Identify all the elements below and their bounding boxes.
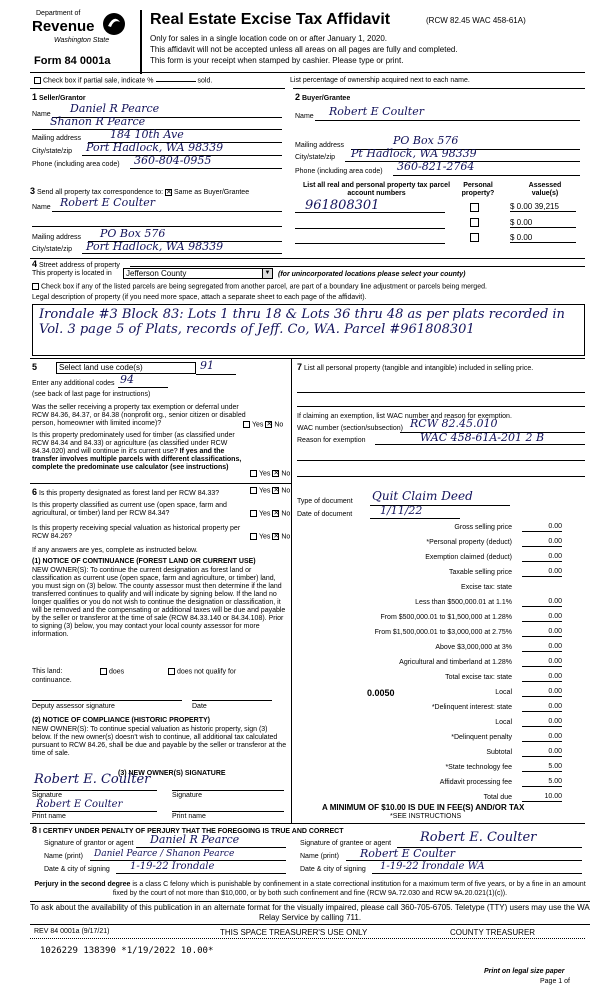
land-use-code[interactable]: 91: [200, 359, 214, 372]
calc-row: Affidavit processing fee 5.00: [439, 778, 562, 786]
same-as-buyer-checkbox[interactable]: [165, 189, 172, 196]
calc-value[interactable]: 0.00: [522, 688, 562, 697]
reason-value[interactable]: WAC 458-61A-201 2 B: [420, 431, 545, 444]
personal-property-label: 7 List all personal property (tangible and intangible) included in selling price.: [297, 362, 534, 372]
calc-row: From $1,500,000.01 to $3,000,000 at 2.75% 0.00: [374, 628, 562, 636]
dor-logo: [32, 10, 130, 58]
calc-row: Agricultural and timberland at 1.28% 0.00: [399, 658, 562, 666]
calc-row: Above $3,000,000 at 3% 0.00: [435, 643, 562, 651]
calc-value[interactable]: 0.00: [522, 643, 562, 652]
buyer-phone-label: Phone (including area code): [295, 168, 383, 175]
calc-value[interactable]: 0.00: [522, 748, 562, 757]
tax-corr-label: Send all property tax correspondence to:: [36, 189, 164, 196]
grantor-signature[interactable]: Daniel R Pearce: [150, 833, 240, 846]
calc-row: Less than $500,000.01 at 1.1% 0.00: [415, 598, 562, 606]
tax-corr-city-label: City/state/zip: [32, 246, 73, 253]
land-use-label: Select land use code(s): [59, 363, 143, 372]
timber-yes-no[interactable]: [250, 470, 290, 478]
buyer-heading: Buyer/Grantee: [301, 95, 351, 102]
parcel-number-1[interactable]: 961808301: [305, 198, 380, 213]
tax-corr-address[interactable]: PO Box 576: [100, 227, 166, 240]
seller-section: 1 Seller/Grantor Name Daniel R Pearce Shanon R Pearce Mailing address 184 10th Ave City/state/zip Port Hadlock, WA 98339 Phone (including area code) 360-804-0955: [30, 88, 285, 184]
assessed-value-2[interactable]: $ 0.00: [510, 218, 576, 228]
this-land-label: This land:: [32, 668, 63, 675]
continuance-label: continuance.: [32, 677, 72, 684]
county-treasurer-label: COUNTY TREASURER: [450, 928, 536, 937]
form-title: Real Estate Excise Tax Affidavit: [150, 11, 391, 28]
county-note: (for unincorporated locations please select your county): [278, 271, 466, 278]
notice-compliance-text: NEW OWNER(S): To continue special valuation as historic property, sign (3) below. If the new owner(s) doesn't wish to continue, all additional tax calculated pursuant to RCW 84.26, shall be due and payable by the seller or transferor at the time of sale.: [32, 726, 287, 758]
legal-description-text: Irondale #3 Block 83: Lots 1 thru 18 & Lots 36 thru 48 as per plats recorded in Vol. 3 page 5 of Plats, records of Jeff. Co, WA. Parcel #961808301: [39, 307, 565, 337]
calc-value[interactable]: 10.00: [522, 793, 562, 802]
personal-property-checkbox-1[interactable]: [470, 203, 479, 212]
seller-address[interactable]: 184 10th Ave: [110, 128, 184, 141]
seller-name-label: Name: [32, 111, 51, 118]
additional-codes-label: Enter any additional codes: [32, 380, 115, 387]
header-rule: [30, 72, 585, 73]
grantee-name-label: Name (print): [300, 853, 339, 860]
partial-sale-checkbox[interactable]: [34, 77, 212, 85]
no-label: No: [281, 470, 291, 478]
grantee-sig-label: Signature of grantee or agent: [300, 840, 392, 847]
form-number: Form 84 0001a: [34, 55, 111, 67]
signature-label-2: Signature: [172, 792, 202, 799]
exemption-question: Was the seller receiving a property tax exemption or deferral under RCW 84.36, 84.37, or 84.38 (nonprofit org., senior citizen or disabled person, homeowner with limited income)?: [32, 404, 246, 428]
certify-heading: 8 I CERTIFY UNDER PENALTY OF PERJURY THAT THE FOREGOING IS TRUE AND CORRECT: [32, 825, 344, 835]
seller-address-label: Mailing address: [32, 135, 82, 142]
header-line-2: This affidavit will not be accepted unless all areas on all pages are fully and completed.: [150, 45, 458, 54]
doc-date-value[interactable]: 1/11/22: [380, 504, 423, 517]
timber-question: Is this property predominately used for timber (as classified under RCW 84.34 and 84.33) or agriculture (as classified under RCW 84.34.020) and will continue in it's current use? If yes and the transfer involves multiple parcels with different classifications, complete the predominate use calculator (see instructions): [32, 432, 242, 472]
buyer-section: 2 Buyer/Grantee Name Robert E Coulter Mailing address PO Box 576 City/state/zip Pt Hadlock, WA 98339 Phone (including area code) 360-821-2764: [293, 88, 585, 184]
calc-value[interactable]: 0.00: [522, 598, 562, 607]
tax-corr-city[interactable]: Port Hadlock, WA 98339: [86, 240, 224, 253]
calc-row: Total excise tax: state 0.00: [445, 673, 562, 681]
no-label: No: [274, 421, 284, 429]
personal-property-checkbox-2[interactable]: [470, 218, 479, 227]
calc-value[interactable]: 0.00: [522, 733, 562, 742]
wac-number-label: WAC number (section/subsection): [297, 425, 403, 432]
minimum-due-notice: A MINIMUM OF $10.00 IS DUE IN FEE(S) AND/OR TAX: [322, 803, 525, 812]
does-checkbox[interactable]: does: [100, 668, 124, 676]
revenue-label: Revenue: [32, 18, 95, 35]
if-yes-instruction: If any answers are yes, complete as instructed below.: [32, 547, 198, 554]
partial-sale-label: Check box if partial sale, indicate %: [43, 77, 154, 85]
segregated-checkbox[interactable]: [32, 283, 487, 291]
street-address-label: 4 Street address of property: [32, 259, 120, 269]
seller-city-label: City/state/zip: [32, 148, 73, 155]
seller-name-2[interactable]: Shanon R Pearce: [50, 115, 146, 128]
yes-label: Yes: [259, 470, 271, 478]
ownership-note: List percentage of ownership acquired next to each name.: [290, 77, 470, 84]
county-select[interactable]: [123, 268, 273, 279]
accessibility-notice: To ask about the availability of this publication in an alternate format for the visually impaired, please call 360-705-6705. Teletype (TTY) users may use the WA Relay Service by calling 711.: [30, 901, 590, 925]
grantor-name-label: Name (print): [44, 853, 83, 860]
seller-phone-label: Phone (including area code): [32, 161, 120, 168]
exemption-instruction: If claiming an exemption, list WAC number and reason for exemption.: [297, 413, 512, 420]
calc-row: *Delinquent penalty 0.00: [451, 733, 562, 741]
print-name-label-2: Print name: [172, 813, 206, 820]
segregated-label: Check box if any of the listed parcels are being segregated from another parcel, are part of a boundary line adjustment or parcels being merged.: [41, 283, 487, 291]
calc-row: Exemption claimed (deduct) 0.00: [425, 553, 562, 561]
deputy-date-label: Date: [192, 703, 207, 710]
buyer-name-label: Name: [295, 113, 314, 120]
tax-corr-address-label: Mailing address: [32, 234, 82, 241]
calc-value[interactable]: 5.00: [522, 763, 562, 772]
signature-label-1: Signature: [32, 792, 62, 799]
calc-value[interactable]: 0.00: [522, 658, 562, 667]
grantor-name[interactable]: Daniel Pearce / Shanon Pearce: [94, 849, 235, 859]
parcel-table: [293, 180, 585, 250]
street-label: Street address of property: [38, 262, 120, 269]
new-owner-signature[interactable]: Robert E. Coulter: [34, 772, 151, 787]
see-back-label: (see back of last page for instructions): [32, 391, 151, 398]
calc-row: Excise tax: state: [461, 584, 512, 591]
seller-city[interactable]: Port Hadlock, WA 98339: [86, 141, 224, 154]
assessed-col-header: Assessed value(s): [528, 182, 562, 198]
header-line-3: This form is your receipt when stamped by cashier. Please type or print.: [150, 56, 404, 65]
grantor-sig-label: Signature of grantor or agent: [44, 840, 134, 847]
buyer-address-label: Mailing address: [295, 142, 345, 149]
treasurer-use-label: THIS SPACE TREASURER'S USE ONLY: [220, 928, 368, 937]
calc-value[interactable]: 0.00: [522, 538, 562, 547]
notice-continuance-heading: (1) NOTICE OF CONTINUANCE (FOREST LAND OR CURRENT USE): [32, 558, 256, 565]
buyer-name[interactable]: Robert E Coulter: [329, 105, 424, 118]
legal-description-label: Legal description of property (if you need more space, attach a separate sheet to each page of the affidavit).: [32, 294, 367, 301]
see-instructions: *SEE INSTRUCTIONS: [390, 813, 462, 820]
street-address-field[interactable]: [130, 266, 585, 267]
grantor-date-label: Date & city of signing: [44, 866, 110, 873]
calc-value[interactable]: 5.00: [522, 778, 562, 787]
calc-row: Taxable selling price 0.00: [448, 568, 562, 576]
parcel-row[interactable]: [295, 200, 583, 214]
calc-row: From $500,000.01 to $1,500,000 at 1.28% 0.00: [380, 613, 562, 621]
revision-label: REV 84 0001a (9/17/21): [34, 928, 110, 935]
dept-label: Department of: [36, 10, 81, 17]
legal-size-note: Print on legal size paper: [484, 968, 565, 975]
cashier-stamp: 1026229 138390 *1/19/2022 10.00*: [40, 946, 214, 956]
historic-yes-no[interactable]: Yes ✕ No: [250, 533, 290, 541]
forest-yes-no[interactable]: Yes ✕ No: [250, 487, 290, 495]
buyer-address[interactable]: PO Box 576: [393, 134, 459, 147]
calc-row: Total due 10.00: [483, 793, 562, 801]
seller-phone[interactable]: 360-804-0955: [134, 154, 212, 167]
wac-number-value[interactable]: RCW 82.45.010: [410, 417, 498, 430]
sold-label: sold.: [197, 77, 213, 85]
additional-codes-value[interactable]: 94: [120, 373, 134, 386]
historic-question: Is this property receiving special valuation as historical property per RCW 84.26?: [32, 525, 241, 541]
calc-row: 0.0050 Local 0.00: [367, 688, 562, 698]
new-owner-signature-heading: (3) NEW OWNER(S) SIGNATURE: [118, 770, 226, 777]
personal-col-header: Personal property?: [461, 182, 495, 198]
calc-value[interactable]: 0.00: [522, 673, 562, 682]
grantee-date[interactable]: 1-19-22 Irondale WA: [380, 861, 485, 872]
legal-description-box[interactable]: [32, 304, 585, 356]
calc-row: Subtotal 0.00: [486, 748, 562, 756]
page-number: Page 1 of: [540, 978, 570, 985]
calc-value[interactable]: 0.00: [522, 568, 562, 577]
calc-value[interactable]: 0.00: [522, 553, 562, 562]
same-as-buyer-label: Same as Buyer/Grantee: [174, 189, 250, 196]
header-divider: [140, 10, 142, 74]
tax-corr-name-label: Name: [32, 204, 51, 211]
seller-name-1[interactable]: Daniel R Pearce: [70, 102, 160, 115]
calc-row: *Delinquent interest: state 0.00: [431, 703, 562, 711]
perjury-notice: Perjury in the second degree is a class C felony which is punishable by confinement in a state correctional institution for a maximum term of five years, or by a fine in an amount fixed by the court of not more than $10,000, or by both such confinement and fine (RCW 9A.72.030 and RCW 9A.20.021(1)(c)).: [34, 881, 586, 897]
deputy-assessor-label: Deputy assessor signature: [32, 703, 115, 710]
buyer-phone[interactable]: 360-821-2764: [397, 160, 475, 173]
tax-correspondence-section: 3 Send all property tax correspondence to: ✕ Same as Buyer/Grantee Name Robert E Coulter Mailing address PO Box 576 City/state/zip Port Hadlock, WA 98339: [30, 186, 285, 256]
forest-question: 6 Is this property designated as forest land per RCW 84.33?: [32, 487, 220, 497]
grantee-name[interactable]: Robert E Coulter: [360, 847, 455, 860]
parcel-row[interactable]: [295, 216, 583, 230]
column-divider: [291, 358, 292, 823]
calc-value[interactable]: 0.00: [522, 613, 562, 622]
doc-type-value[interactable]: Quit Claim Deed: [372, 489, 473, 503]
doc-date-label: Date of document: [297, 511, 353, 518]
does-not-checkbox[interactable]: does not qualify for: [168, 668, 236, 676]
assessed-value-1[interactable]: $ 0.00 39,215: [510, 202, 576, 212]
local-rate: 0.0050: [367, 688, 395, 698]
new-owner-print-name[interactable]: Robert E Coulter: [36, 799, 123, 810]
buyer-city-label: City/state/zip: [295, 154, 336, 161]
reason-label: Reason for exemption: [297, 437, 366, 444]
county-value: Jefferson County: [126, 269, 187, 278]
section-5-number: 5: [32, 362, 38, 372]
calc-value[interactable]: 0.00: [522, 718, 562, 727]
notice-compliance-heading: (2) NOTICE OF COMPLIANCE (HISTORIC PROPERTY): [32, 717, 210, 724]
calc-row: Local 0.00: [495, 718, 562, 726]
calc-value[interactable]: 0.00: [522, 628, 562, 637]
assessed-value-3[interactable]: $ 0.00: [510, 233, 576, 243]
form-citation: (RCW 82.45 WAC 458-61A): [426, 16, 526, 25]
calc-value[interactable]: 0.00: [522, 703, 562, 712]
grantee-signature[interactable]: Robert E. Coulter: [420, 830, 537, 845]
dor-swirl-icon: [102, 12, 126, 36]
located-in-label: This property is located in: [32, 270, 112, 277]
personal-property-checkbox-3[interactable]: [470, 233, 479, 242]
grantee-date-label: Date & city of signing: [300, 866, 366, 873]
doc-type-label: Type of document: [297, 498, 353, 505]
tax-corr-name[interactable]: Robert E Coulter: [60, 196, 155, 209]
buyer-city[interactable]: Pt Hadlock, WA 98339: [351, 147, 477, 160]
header-line-1: Only for sales in a single location code on or after January 1, 2020.: [150, 34, 388, 43]
chevron-down-icon: ▼: [262, 269, 272, 278]
calc-value[interactable]: 0.00: [522, 523, 562, 532]
notice-continuance-text: NEW OWNER(S): To continue the current designation as forest land or classification as current use (open space, farm and agriculture, or timber) land, you must sign on (3) below. The county assessor must then determine if the land transferred continues to qualify and will indicate by signing below. If the land no longer qualifies or you do not wish to continue the designation or classification, it will be removed and the compensating or additional taxes will be due and payable by the seller or transferor at the time of sale (RCW 84.33.140 or 84.34.108). Prior to signing (3) below, you may contact your local county assessor for more information.: [32, 567, 286, 639]
grantor-date[interactable]: 1-19-22 Irondale: [130, 861, 215, 872]
parcel-col-header: List all real and personal property tax parcel account numbers: [302, 182, 451, 198]
washington-state-label: Washington State: [54, 37, 110, 44]
parcel-row[interactable]: [295, 231, 583, 245]
calc-row: Gross selling price 0.00: [454, 523, 562, 531]
calc-row: *Personal property (deduct) 0.00: [426, 538, 562, 546]
yes-label: Yes: [252, 421, 264, 429]
seller-heading: Seller/Grantor: [38, 95, 86, 102]
exemption-yes-no[interactable]: [243, 421, 283, 429]
calc-row: *State technology fee 5.00: [445, 763, 562, 771]
current-use-question: Is this property classified as current use (open space, farm and agricultural, or timber) land per RCW 84.34?: [32, 502, 227, 518]
print-name-label-1: Print name: [32, 813, 66, 820]
current-use-yes-no[interactable]: Yes ✕ No: [250, 510, 290, 518]
